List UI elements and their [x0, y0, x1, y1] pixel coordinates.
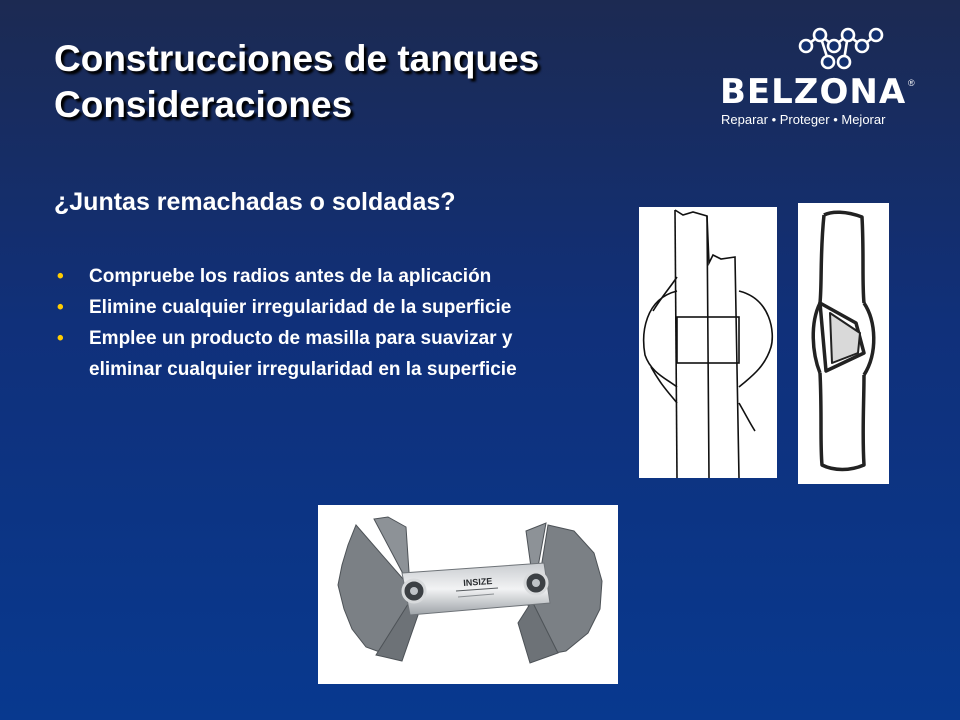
logo-tagline: Reparar • Proteger • Mejorar — [721, 112, 886, 127]
bullet-text: Elimine cualquier irregularidad de la superficie — [89, 297, 512, 318]
gauge-brand-text: INSIZE — [462, 576, 493, 589]
bullet-list — [54, 261, 544, 385]
logo-registered-mark: ® — [908, 78, 915, 88]
bullet-text: Compruebe los radios antes de la aplicación — [89, 266, 492, 287]
bullet-item — [54, 323, 544, 385]
bullet-item — [54, 261, 544, 292]
radius-gauge-image — [318, 505, 618, 684]
bullet-dot: • — [57, 266, 64, 287]
slide-title-line-1: Construcciones de tanques — [54, 38, 540, 79]
bullet-dot: • — [57, 297, 64, 318]
logo-brand: BELZONA — [720, 72, 907, 112]
welded-joint-image — [798, 203, 889, 484]
bullet-text: Emplee un producto de masilla para suavizar y eliminar cualquier irregularidad en la superficie — [89, 328, 517, 380]
slide-title-line-2: Consideraciones — [54, 84, 353, 125]
riveted-joint-image — [639, 207, 777, 478]
slide-subtitle: ¿Juntas remachadas o soldadas? — [54, 188, 456, 216]
molecule-icon — [716, 22, 930, 78]
bullet-item — [54, 292, 544, 323]
belzona-logo — [716, 22, 930, 132]
slide-title — [54, 36, 539, 128]
bullet-dot: • — [57, 328, 64, 349]
